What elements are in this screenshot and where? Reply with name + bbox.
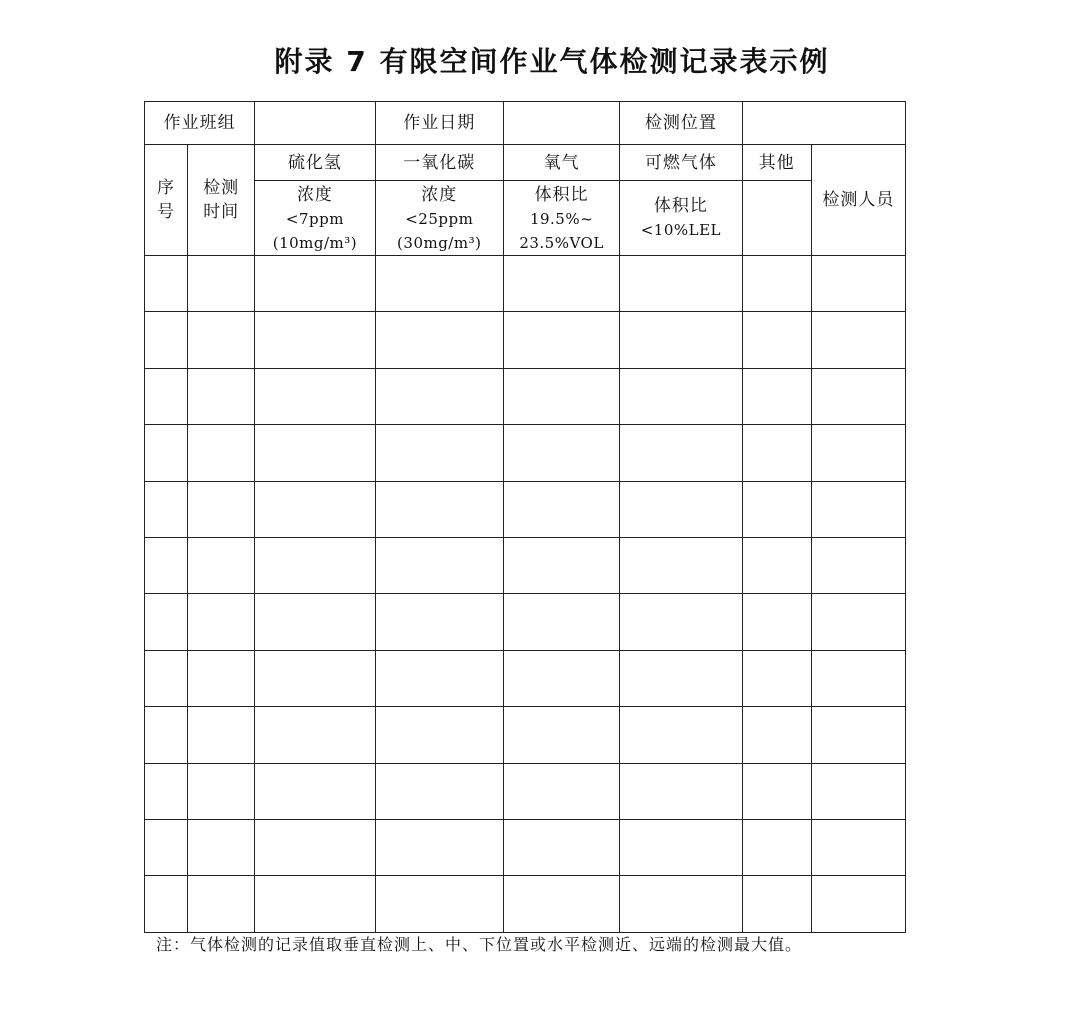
- record-cell[interactable]: [375, 594, 503, 650]
- record-cell[interactable]: [375, 312, 503, 368]
- time-label-line1: 检测: [203, 178, 240, 198]
- record-cell[interactable]: [503, 876, 619, 932]
- record-cell[interactable]: [375, 425, 503, 481]
- record-cell[interactable]: [255, 819, 375, 875]
- record-cell[interactable]: [503, 650, 619, 706]
- record-cell[interactable]: [811, 763, 905, 819]
- record-row: [145, 819, 906, 875]
- o2-measure: 体积比: [534, 185, 589, 205]
- gas-detection-record-table: [144, 101, 906, 933]
- record-cell[interactable]: [811, 650, 905, 706]
- record-cell[interactable]: [620, 763, 742, 819]
- record-cell[interactable]: [620, 537, 742, 593]
- record-cell[interactable]: [811, 594, 905, 650]
- co-limit-cell: [375, 181, 503, 256]
- record-cell[interactable]: [620, 707, 742, 763]
- record-cell[interactable]: [188, 368, 255, 424]
- header-row-info: [145, 102, 906, 145]
- record-cell[interactable]: [503, 707, 619, 763]
- record-cell[interactable]: [503, 256, 619, 312]
- record-cell[interactable]: [255, 594, 375, 650]
- record-cell[interactable]: [620, 481, 742, 537]
- record-row: [145, 312, 906, 368]
- h2s-limit: <7ppm: [285, 210, 344, 228]
- record-cell[interactable]: [811, 707, 905, 763]
- record-cell[interactable]: [188, 537, 255, 593]
- record-cell[interactable]: [145, 368, 188, 424]
- record-cell[interactable]: [145, 876, 188, 932]
- record-cell[interactable]: [503, 763, 619, 819]
- record-cell[interactable]: [620, 594, 742, 650]
- record-cell[interactable]: [145, 763, 188, 819]
- o2-name: 氧气: [503, 145, 619, 181]
- seq-header: [145, 145, 188, 256]
- record-row: [145, 707, 906, 763]
- record-cell[interactable]: [620, 256, 742, 312]
- record-cell[interactable]: [620, 425, 742, 481]
- co-name: 一氧化碳: [375, 145, 503, 181]
- record-cell[interactable]: [620, 650, 742, 706]
- date-value-cell[interactable]: [503, 102, 619, 145]
- record-row: [145, 594, 906, 650]
- record-cell[interactable]: [188, 312, 255, 368]
- record-cell[interactable]: [503, 537, 619, 593]
- combustible-name: 可燃气体: [620, 145, 742, 181]
- record-cell[interactable]: [811, 876, 905, 932]
- record-cell[interactable]: [375, 707, 503, 763]
- record-cell[interactable]: [742, 707, 811, 763]
- record-cell[interactable]: [811, 368, 905, 424]
- record-cell[interactable]: [188, 481, 255, 537]
- time-header: [188, 145, 255, 256]
- record-cell[interactable]: [811, 481, 905, 537]
- combustible-limit: <10%LEL: [640, 221, 722, 239]
- co-limit-mg: (30mg/m³): [397, 234, 482, 252]
- record-row: [145, 256, 906, 312]
- record-cell[interactable]: [742, 368, 811, 424]
- record-cell[interactable]: [188, 819, 255, 875]
- footnote: 注：气体检测的记录值取垂直检测上、中、下位置或水平检测近、远端的检测最大值。: [156, 935, 803, 954]
- header-row-limits: [145, 181, 906, 256]
- record-cell[interactable]: [375, 537, 503, 593]
- record-cell[interactable]: [145, 425, 188, 481]
- record-cell[interactable]: [503, 819, 619, 875]
- record-cell[interactable]: [620, 819, 742, 875]
- record-cell[interactable]: [255, 481, 375, 537]
- record-cell[interactable]: [503, 481, 619, 537]
- record-cell[interactable]: [255, 763, 375, 819]
- record-cell[interactable]: [742, 763, 811, 819]
- record-cell[interactable]: [145, 594, 188, 650]
- record-cell[interactable]: [255, 256, 375, 312]
- record-cell[interactable]: [375, 481, 503, 537]
- record-cell[interactable]: [503, 312, 619, 368]
- record-cell[interactable]: [742, 537, 811, 593]
- record-cell[interactable]: [145, 312, 188, 368]
- co-measure: 浓度: [421, 185, 458, 205]
- record-cell[interactable]: [742, 876, 811, 932]
- record-row: [145, 425, 906, 481]
- h2s-limit-cell: [255, 181, 375, 256]
- record-cell[interactable]: [503, 368, 619, 424]
- o2-limit-high: 23.5%VOL: [519, 234, 604, 252]
- record-cell[interactable]: [620, 368, 742, 424]
- date-label: 作业日期: [375, 102, 503, 145]
- page-title: 附录 7 有限空间作业气体检测记录表示例: [274, 45, 830, 78]
- record-cell[interactable]: [375, 256, 503, 312]
- record-row: [145, 876, 906, 932]
- record-cell[interactable]: [255, 650, 375, 706]
- other-limit-cell[interactable]: [742, 181, 811, 256]
- inspector-header: 检测人员: [811, 145, 905, 256]
- co-limit: <25ppm: [405, 210, 474, 228]
- record-cell[interactable]: [811, 537, 905, 593]
- h2s-name: 硫化氢: [255, 145, 375, 181]
- record-cell[interactable]: [375, 876, 503, 932]
- record-cell[interactable]: [255, 425, 375, 481]
- record-cell[interactable]: [188, 425, 255, 481]
- record-cell[interactable]: [188, 594, 255, 650]
- seq-label-line2: 号: [157, 202, 176, 222]
- header-row-gas-names: [145, 145, 906, 181]
- record-cell[interactable]: [188, 256, 255, 312]
- record-cell[interactable]: [145, 650, 188, 706]
- o2-limit-low: 19.5%~: [529, 210, 594, 228]
- record-cell[interactable]: [742, 425, 811, 481]
- record-cell[interactable]: [811, 312, 905, 368]
- location-label: 检测位置: [620, 102, 742, 145]
- record-row: [145, 481, 906, 537]
- team-value-cell[interactable]: [255, 102, 375, 145]
- record-cell[interactable]: [503, 594, 619, 650]
- record-cell[interactable]: [145, 819, 188, 875]
- record-cell[interactable]: [742, 312, 811, 368]
- record-cell[interactable]: [375, 763, 503, 819]
- record-cell[interactable]: [620, 312, 742, 368]
- record-cell[interactable]: [375, 650, 503, 706]
- combustible-measure: 体积比: [653, 196, 708, 216]
- record-cell[interactable]: [742, 594, 811, 650]
- record-row: [145, 763, 906, 819]
- record-cell[interactable]: [742, 481, 811, 537]
- record-cell[interactable]: [620, 876, 742, 932]
- record-cell[interactable]: [255, 707, 375, 763]
- record-cell[interactable]: [503, 425, 619, 481]
- record-cell[interactable]: [375, 368, 503, 424]
- record-cell[interactable]: [811, 819, 905, 875]
- record-cell[interactable]: [145, 481, 188, 537]
- record-cell[interactable]: [811, 256, 905, 312]
- record-cell[interactable]: [188, 876, 255, 932]
- combustible-limit-cell: [620, 181, 742, 256]
- h2s-measure: 浓度: [296, 185, 333, 205]
- record-cell[interactable]: [145, 537, 188, 593]
- record-cell[interactable]: [188, 650, 255, 706]
- record-cell[interactable]: [188, 763, 255, 819]
- record-cell[interactable]: [255, 368, 375, 424]
- record-cell[interactable]: [742, 256, 811, 312]
- record-cell[interactable]: [255, 876, 375, 932]
- record-cell[interactable]: [255, 537, 375, 593]
- record-cell[interactable]: [811, 425, 905, 481]
- record-cell[interactable]: [375, 819, 503, 875]
- record-row: [145, 537, 906, 593]
- record-cell[interactable]: [255, 312, 375, 368]
- record-cell[interactable]: [145, 256, 188, 312]
- h2s-limit-mg: (10mg/m³): [272, 234, 358, 252]
- record-cell[interactable]: [145, 707, 188, 763]
- o2-limit-cell: [503, 181, 619, 256]
- seq-label-line1: 序: [157, 178, 176, 198]
- record-row: [145, 368, 906, 424]
- record-cell[interactable]: [188, 707, 255, 763]
- record-cell[interactable]: [742, 650, 811, 706]
- location-value-cell[interactable]: [742, 102, 905, 145]
- time-label-line2: 时间: [203, 202, 240, 222]
- team-label: 作业班组: [145, 102, 255, 145]
- record-cell[interactable]: [742, 819, 811, 875]
- other-name: 其他: [742, 145, 811, 181]
- record-row: [145, 650, 906, 706]
